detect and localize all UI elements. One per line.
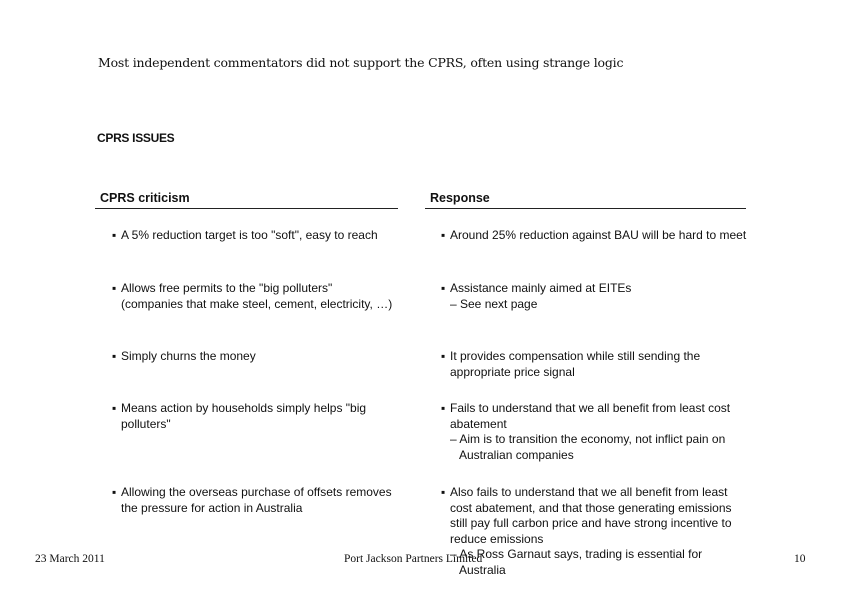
response-subpoint: – As Ross Garnaut says, trading is essential for Australia — [450, 547, 703, 577]
response-item — [441, 485, 750, 579]
divider — [425, 208, 746, 209]
bullet-icon: ▪ — [441, 349, 446, 363]
page-title: Most independent commentators did not support the CPRS, often using strange logic — [98, 55, 624, 70]
response-item — [441, 228, 750, 244]
response-item — [441, 281, 750, 312]
criticism-text: Allows free permits to the "big polluters" (companies that make steel, cement, electricity, …) — [121, 281, 393, 311]
bullet-icon: ▪ — [441, 228, 446, 242]
response-text: It provides compensation while still sending the appropriate price signal — [450, 349, 701, 379]
criticism-item — [112, 485, 396, 516]
criticism-item — [112, 228, 396, 244]
column-header-criticism: CPRS criticism — [100, 191, 190, 205]
column-header-response: Response — [430, 191, 490, 205]
response-item — [441, 401, 750, 463]
criticism-item — [112, 401, 396, 432]
response-item — [441, 349, 750, 380]
criticism-item — [112, 281, 396, 312]
footer-date: 23 March 2011 — [35, 553, 105, 565]
criticism-text: A 5% reduction target is too "soft", easy to reach — [121, 228, 378, 242]
response-text: Also fails to understand that we all benefit from least cost abatement, and that those generating emissions still pay full carbon price and have strong incentive to reduce emissions — [450, 485, 732, 546]
bullet-icon: ▪ — [441, 401, 446, 415]
response-subpoint: – See next page — [450, 296, 538, 311]
response-text: Assistance mainly aimed at EITEs — [450, 281, 632, 295]
criticism-item — [112, 349, 396, 365]
criticism-text: Means action by households simply helps "big polluters" — [121, 401, 367, 431]
footer-company: Port Jackson Partners Limited — [344, 553, 483, 565]
response-text: Fails to understand that we all benefit from least cost abatement — [450, 401, 731, 431]
response-text: Around 25% reduction against BAU will be hard to meet — [450, 228, 747, 242]
page-number: 10 — [794, 553, 806, 565]
response-subpoint: – Aim is to transition the economy, not inflict pain on Australian companies — [450, 432, 726, 462]
criticism-text: Simply churns the money — [121, 349, 256, 363]
section-heading: CPRS ISSUES — [97, 131, 175, 145]
bullet-icon: ▪ — [112, 485, 117, 499]
bullet-icon: ▪ — [441, 485, 446, 499]
criticism-text: Allowing the overseas purchase of offsets removes the pressure for action in Australia — [121, 485, 392, 515]
bullet-icon: ▪ — [112, 281, 117, 295]
bullet-icon: ▪ — [112, 401, 117, 415]
bullet-icon: ▪ — [112, 228, 117, 242]
bullet-icon: ▪ — [441, 281, 446, 295]
bullet-icon: ▪ — [112, 349, 117, 363]
divider — [95, 208, 398, 209]
